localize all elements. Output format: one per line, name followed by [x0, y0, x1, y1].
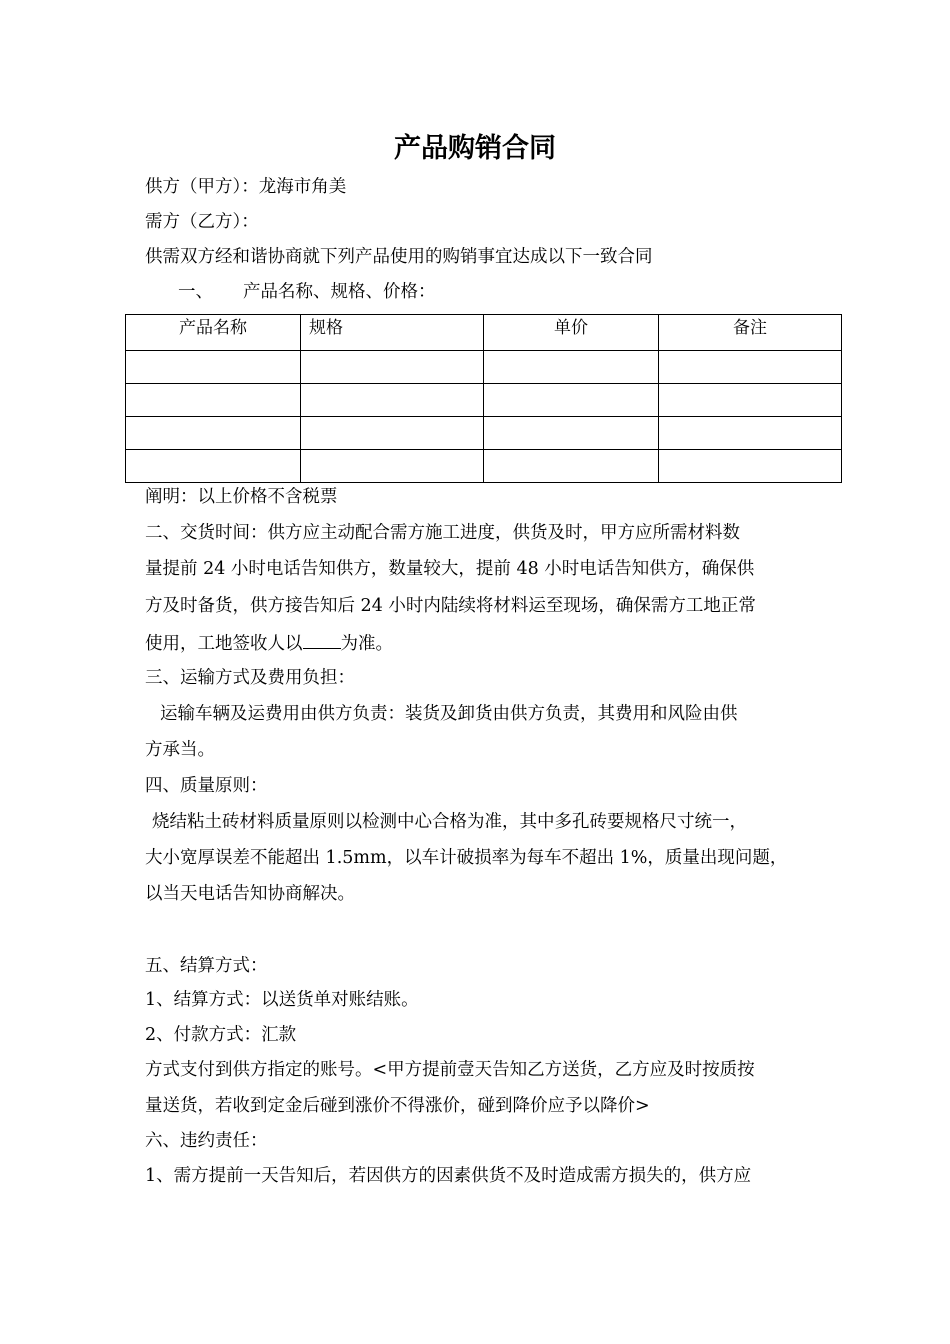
- table-cell: [484, 417, 659, 450]
- section2-line: 方及时备货，供方接告知后 24 小时内陆续将材料运至现场，确保需方工地正常: [145, 596, 756, 616]
- table-row: [126, 450, 842, 483]
- section4-line: 大小宽厚误差不能超出 1.5mm，以车计破损率为每车不超出 1%，质量出现问题，: [145, 848, 788, 868]
- section2-line: 二、交货时间：供方应主动配合需方施工进度，供货及时，甲方应所需材料数: [145, 523, 740, 543]
- table-cell: [301, 351, 484, 384]
- header-product-name: 产品名称: [126, 315, 301, 351]
- party-b: 需方（乙方）：: [145, 212, 259, 232]
- table-cell: [484, 384, 659, 417]
- intro-text: 供需双方经和谐协商就下列产品使用的购销事宜达成以下一致合同: [145, 247, 653, 267]
- section6-heading: 六、违约责任：: [145, 1131, 268, 1151]
- product-table: [125, 314, 842, 483]
- table-cell: [484, 450, 659, 483]
- section4-line: 以当天电话告知协商解决。: [145, 884, 355, 904]
- section2-last-before: 使用，工地签收人以: [145, 634, 303, 654]
- signer-blank: [303, 630, 341, 649]
- table-row: [126, 384, 842, 417]
- table-row: [126, 351, 842, 384]
- header-remarks: 备注: [659, 315, 842, 351]
- table-cell: [484, 351, 659, 384]
- table-cell: [126, 384, 301, 417]
- header-spec: 规格: [301, 315, 484, 351]
- section1-heading: [178, 280, 436, 304]
- header-unit-price: 单价: [484, 315, 659, 351]
- table-cell: [301, 450, 484, 483]
- table-cell: [126, 417, 301, 450]
- section5-line: 1、结算方式：以送货单对账结账。: [145, 990, 419, 1010]
- table-cell: [659, 351, 842, 384]
- section5-heading: 五、结算方式：: [145, 956, 268, 976]
- section5-line: 方式支付到供方指定的账号。<甲方提前壹天告知乙方送货，乙方应及时按质按: [145, 1060, 755, 1080]
- table-cell: [301, 417, 484, 450]
- table-cell: [659, 417, 842, 450]
- table-header-row: [126, 315, 842, 351]
- table-cell: [659, 450, 842, 483]
- section4-line: 烧结粘土砖材料质量原则以检测中心合格为准，其中多孔砖要规格尺寸统一，: [152, 812, 747, 832]
- table-cell: [126, 450, 301, 483]
- section2-line: 量提前 24 小时电话告知供方，数量较大，提前 48 小时电话告知供方，确保供: [145, 559, 755, 579]
- section3-line: 方承当。: [145, 740, 215, 760]
- table-row: [126, 417, 842, 450]
- section5-line: 量送货，若收到定金后碰到涨价不得涨价，碰到降价应予以降价>: [145, 1096, 650, 1116]
- document-title: 产品购销合同: [394, 133, 556, 164]
- section1-text: 产品名称、规格、价格：: [243, 282, 436, 302]
- section4-heading: 四、质量原则：: [145, 776, 268, 796]
- section2-last-after: 为准。: [340, 634, 393, 654]
- party-a: 供方（甲方）：龙海市角美: [145, 177, 347, 197]
- section3-line: 运输车辆及运费用由供方负责：装货及卸货由供方负责，其费用和风险由供: [160, 704, 738, 724]
- table-cell: [659, 384, 842, 417]
- section5-line: 2、付款方式：汇款: [145, 1025, 297, 1045]
- section1-number: 一、: [178, 282, 213, 302]
- table-cell: [301, 384, 484, 417]
- section6-line: 1、需方提前一天告知后，若因供方的因素供货不及时造成需方损失的，供方应: [145, 1166, 752, 1186]
- price-note: 阐明：以上价格不含税票: [145, 487, 338, 507]
- section2-line-last: [145, 630, 393, 656]
- table-cell: [126, 351, 301, 384]
- section3-heading: 三、运输方式及费用负担：: [145, 668, 355, 688]
